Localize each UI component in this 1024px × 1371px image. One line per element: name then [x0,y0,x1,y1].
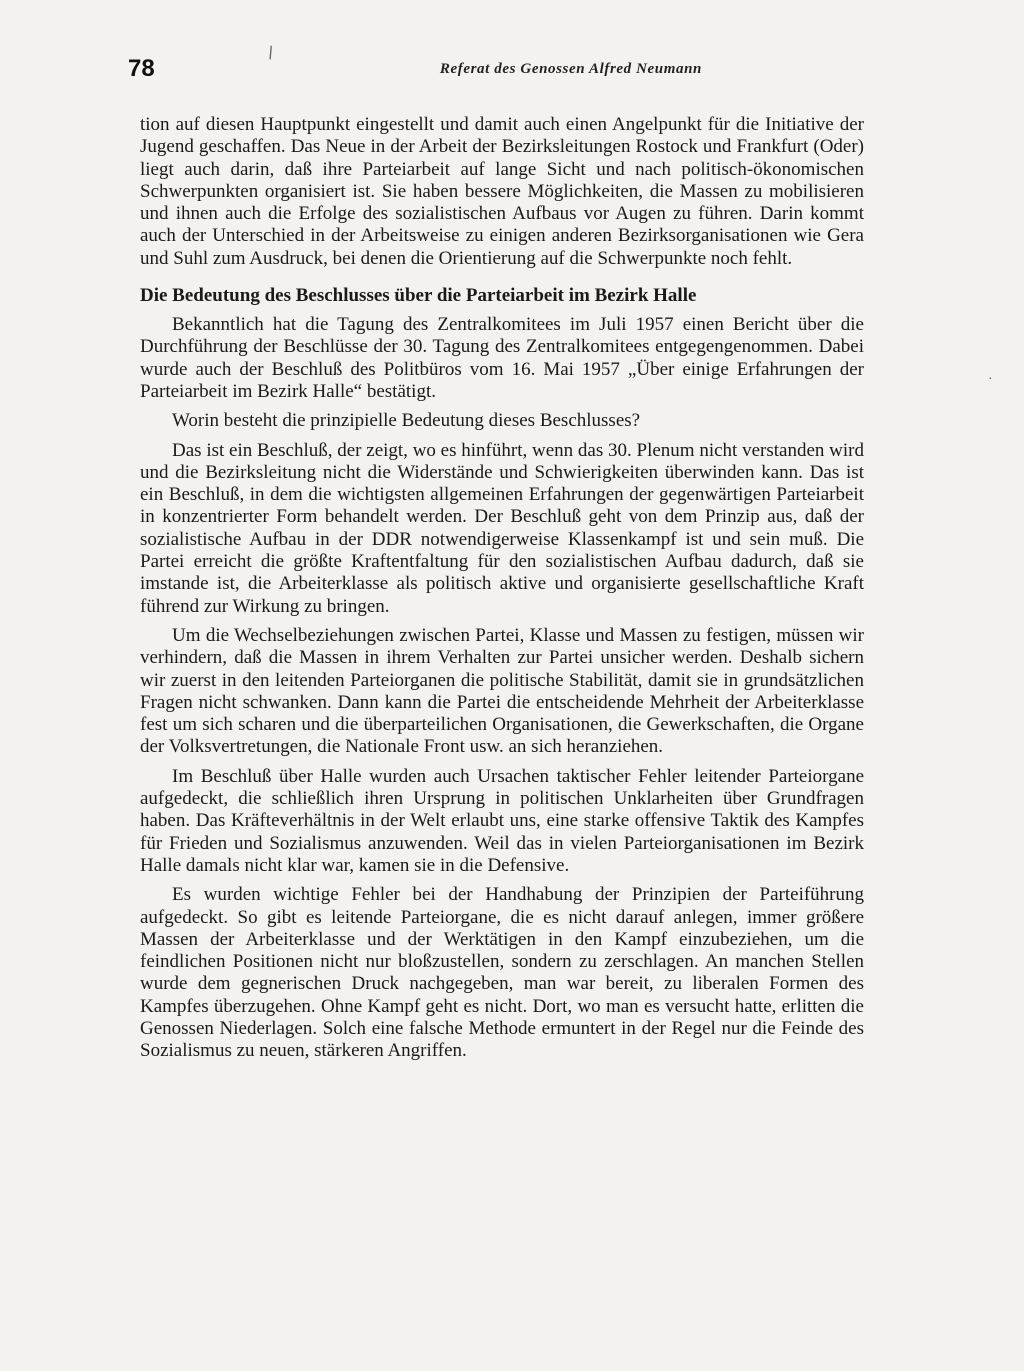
body-text [140,114,864,1070]
paragraph-4: Das ist ein Beschluß, der zeigt, wo es hinführt, wenn das 30. Plenum nicht verstanden wird und die Bezirksleitung nicht die Widerstände und Schwierigkeiten überwinden kann. Das ist ein Beschluß, in dem die wichtigsten allgemeinen Erfahrungen der gegenwärtigen Parteiarbeit in konzentrierter Form behandelt werden. Der Beschluß geht von dem Prinzip aus, daß der sozialistische Aufbau in der DDR notwendigerweise Klassenkampf ist und sein muß. Die Partei erreicht die größte Kraftentfaltung für den sozialistischen Aufbau dadurch, daß sie imstande ist, die Arbeiterklasse als politisch aktive und organisierte gesellschaftliche Kraft führend zur Wirkung zu bringen. [140,439,864,617]
paragraph-3: Worin besteht die prinzipielle Bedeutung dieses Beschlusses? [172,410,641,432]
paragraph-2: Bekanntlich hat die Tagung des Zentralkomitees im Juli 1957 einen Bericht über die Durchführung der Beschlüsse der 30. Tagung des Zentralkomitees entgegengenommen. Dabei wurde auch der Beschluß des Politbüros vom 16. Mai 1957 „Über einige Erfahrungen der Parteiarbeit im Bezirk Halle“ bestätigt. [140,314,864,402]
paragraph-1: tion auf diesen Hauptpunkt eingestellt und damit auch einen Angelpunkt für die Initiative der Jugend geschaffen. Das Neue in der Arbeit der Bezirksleitungen Rostock und Frankfurt (Oder) liegt auch darin, daß ihre Parteiarbeit auf lange Sicht und nach politisch-ökonomischen Schwerpunkten organisiert ist. Sie haben bessere Möglichkeiten, die Massen zu mobilisieren und ihnen auch die Erfolge des sozialistischen Aufbaus vor Augen zu führen. Darin kommt auch der Unterschied in der Arbeitsweise zu einigen anderen Bezirksorganisationen wie Gera und Suhl zum Ausdruck, bei denen die Orientierung auf die Schwerpunkte noch fehlt. [140,114,864,269]
section-heading: Die Bedeutung des Beschlusses über die Parteiarbeit im Bezirk Halle [140,285,697,307]
page-number: 78 [128,55,155,82]
scan-mark-right: · [988,369,993,385]
scan-mark-top: \ [264,42,277,64]
page-header [128,52,702,88]
paragraph-7: Es wurden wichtige Fehler bei der Handhabung der Prinzipien der Parteiführung aufgedeckt. So gibt es leitende Parteiorgane, die es nicht darauf anlegen, immer größere Massen der Arbeiterklasse und der Werktätigen in den Kampf einzubeziehen, um die feindlichen Positionen nicht nur bloßzustellen, sondern zu zerschlagen. An manchen Stellen wurde dem gegnerischen Druck nachgegeben, man war bereit, zu liberalen Formen des Kampfes überzugehen. Ohne Kampf geht es nicht. Dort, wo man es versucht hatte, erlitten die Genossen Niederlagen. Solch eine falsche Methode ermuntert in der Regel nur die Feinde des Sozialismus zu neuen, stärkeren Angriffen. [140,884,864,1062]
running-head: Referat des Genossen Alfred Neumann [439,61,702,77]
paragraph-5: Um die Wechselbeziehungen zwischen Partei, Klasse und Massen zu festigen, müssen wir verhindern, daß die Massen in ihrem Verhalten zur Partei unsicher werden. Deshalb sichern wir zuerst in den leitenden Parteiorganen die politische Stabilität, damit sie in grundsätzlichen Fragen nicht schwanken. Dann kann die Partei die entscheidende Mehrheit der Arbeiterklasse fest um sich scharen und die überparteilichen Organisationen, die Gewerkschaften, die Organe der Volksvertretungen, die Nationale Front usw. an sich heranziehen. [140,624,864,758]
paragraph-6: Im Beschluß über Halle wurden auch Ursachen taktischer Fehler leitender Parteiorgane aufgedeckt, die schließlich ihren Ursprung in politischen Unklarheiten über Grundfragen haben. Das Kräfteverhältnis in der Welt erlaubt uns, eine starke offensive Taktik des Kampfes für Frieden und Sozialismus anzuwenden. Weil das in vielen Parteiorganisationen im Bezirk Halle damals nicht klar war, kamen sie in die Defensive. [140,765,864,876]
